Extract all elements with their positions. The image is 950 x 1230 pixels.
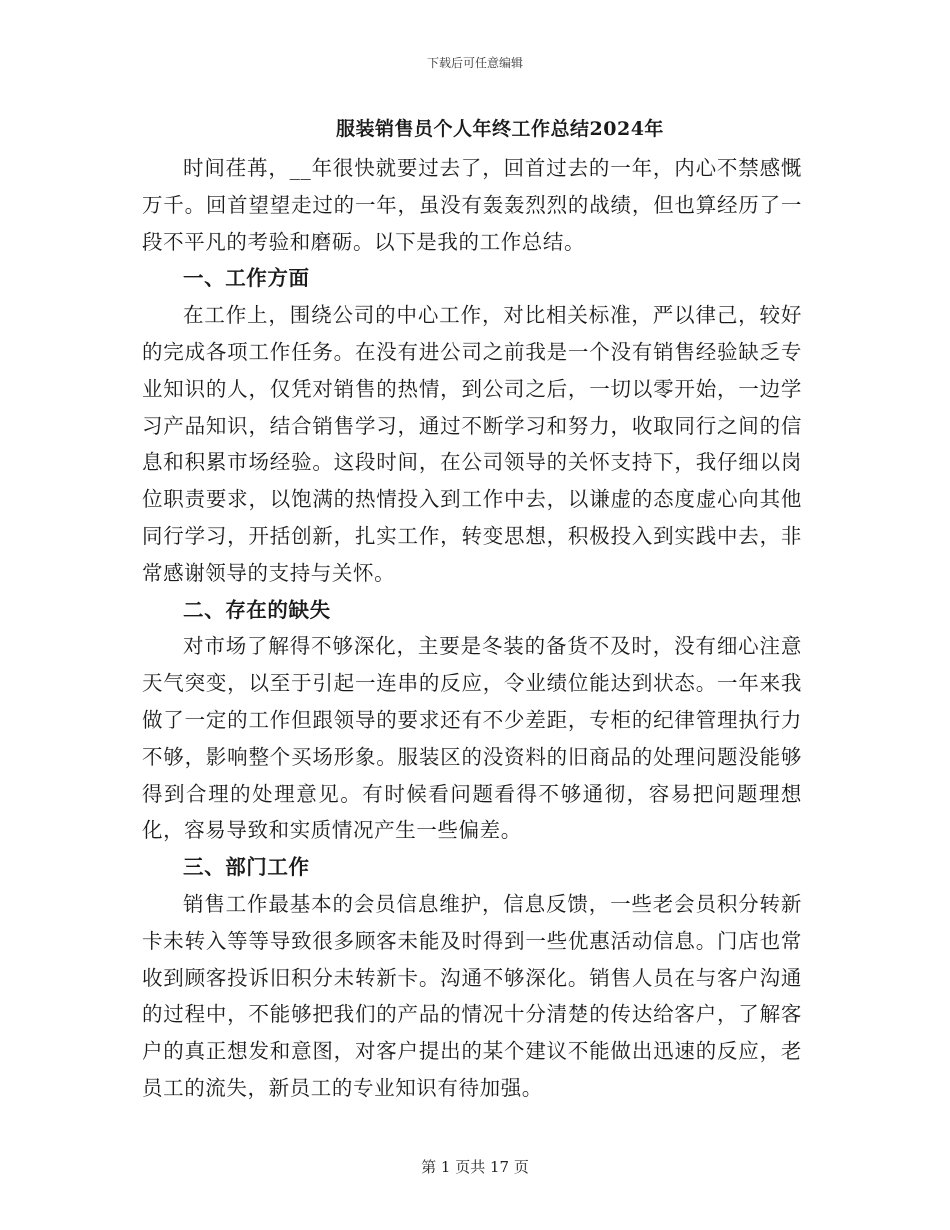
section-body-shortcomings: 对市场了解得不够深化，主要是冬装的备货不及时，没有细心注意天气突变，以至于引起一连串的反应，令业绩位能达到状态。一年来我做了一定的工作但跟领导的要求还有不少差距，专柜的纪律管理执行力不够，影响整个买场形象。服装区的没资料的旧商品的处理问题没能够得到合理的处理意见。有时候看问题看得不够通彻，容易把问题理想化，容易导致和实质情况产生一些偏差。 xyxy=(142,634,802,843)
document-body xyxy=(142,150,802,1107)
document-title: 服装销售员个人年终工作总结2024年 xyxy=(336,118,664,140)
page-indicator: 第 1 页共 17 页 xyxy=(421,1158,529,1176)
header-note: 下载后可任意编辑 xyxy=(426,56,523,70)
section-heading-shortcomings: 二、存在的缺失 xyxy=(183,597,331,622)
section-body-department: 销售工作最基本的会员信息维护，信息反馈，一些老会员积分转新卡未转入等等导致很多顾客未能及时得到一些优惠活动信息。门店也常收到顾客投诉旧积分未转新卡。沟通不够深化。销售人员在与客户沟通的过程中，不能够把我们的产品的情况十分清楚的传达给客户，了解客户的真正想发和意图，对客户提出的某个建议不能做出迅速的反应，老员工的流失，新员工的专业知识有待加强。 xyxy=(142,891,802,1100)
section-heading-work: 一、工作方面 xyxy=(183,266,310,291)
section-body-work: 在工作上，围绕公司的中心工作，对比相关标准，严以律己，较好的完成各项工作任务。在没有进公司之前我是一个没有销售经验缺乏专业知识的人，仅凭对销售的热情，到公司之后，一切以零开始，一边学习产品知识，结合销售学习，通过不断学习和努力，收取同行之间的信息和积累市场经验。这段时间，在公司领导的关怀支持下，我仔细以岗位职责要求，以饱满的热情投入到工作中去，以谦虚的态度虚心向其他同行学习，开括创新，扎实工作，转变思想，积极投入到实践中去，非常感谢领导的支持与关怀。 xyxy=(142,303,802,585)
section-heading-department: 三、部门工作 xyxy=(183,855,310,880)
intro-paragraph: 时间荏苒，__年很快就要过去了，回首过去的一年，内心不禁感慨万千。回首望望走过的一年，虽没有轰轰烈烈的战绩，但也算经历了一段不平凡的考验和磨砺。以下是我的工作总结。 xyxy=(142,156,802,254)
